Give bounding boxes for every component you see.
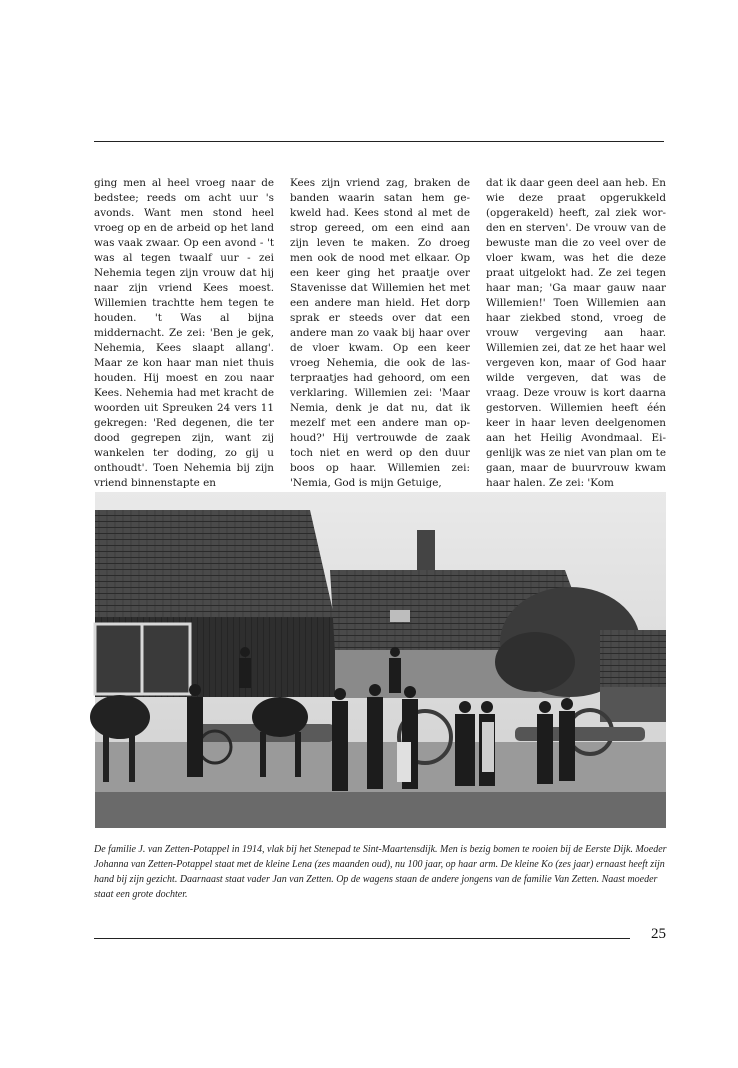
text-columns bbox=[94, 176, 666, 489]
page-number: 25 bbox=[651, 926, 666, 942]
historic-photograph bbox=[95, 492, 666, 828]
top-rule bbox=[94, 141, 664, 142]
text-column-2: Kees zijn vriend zag, braken de banden waarin satan hem gekweld had. Kees stond al met de strop gereed, om een eind aan zijn leven te maken. Zo droeg men ook de nood met elkaar. Op een keer ging het praatje over Stavenisse dat Willemien het met een andere man hield. Het dorp sprak er steeds over dat een andere man zo vaak bij haar over de vloer kwam. Op een keer vroeg Nehemia, die ook de lasterpraatjes had gehoord, om een verklaring. Willemien zei: 'Maar Nemia, denk je dat nu, dat ik mezelf met een andere man ophoud?' Hij vertrouwde de zaak toch niet en werd op den duur boos op haar. Willemien zei: 'Nemia, God is mijn Getuige, bbox=[290, 177, 470, 489]
text-column-1: ging men al heel vroeg naar de bedstee; reeds om acht uur 's avonds. Want men stond heel vroeg op en de arbeid op het land was vaak zwaar. Op een avond - 't was al tegen twaalf uur - zei Nehemia tegen zijn vrouw dat hij naar zijn vriend Kees moest. Willemien trachtte hem tegen te houden. 't Was al bijna middernacht. Ze zei: 'Ben je gek, Nehemia, Kees slaapt allang'. Maar ze kon haar man niet thuis houden. Hij moest en zou naar Kees. Nehemia had met kracht de woorden uit Spreuken 24 vers 11 gekregen: 'Red degenen, die ter dood gegrepen zijn, want zij wankelen ter doding, zo gij u onthoudt'. Toen Nehemia bij zijn vriend binnenstapte en bbox=[94, 177, 274, 489]
bottom-rule bbox=[94, 938, 630, 939]
photo-caption: De familie J. van Zetten-Potappel in 1914, vlak bij het Stenepad te Sint-Maartensdijk. Men is bezig bomen te rooien bij de Eerste Dijk. Moeder Johanna van Zetten-Potappel staat met de kleine Lena (zes maanden oud), nu 100 jaar, op haar arm. De kleine Ko (zes jaar) ernaast heeft zijn hand bij zijn gezicht. Daarnaast staat vader Jan van Zetten. Op de wagens staan de andere jongens van de familie Van Zetten. Naast moeder staat een grote dochter. bbox=[94, 844, 667, 900]
text-column-3: dat ik daar geen deel aan heb. En wie deze praat opgerukkeld (opgerakeld) heeft, zal ziek worden en sterven'. De vrouw van de bewuste man die zo veel over de vloer kwam, was het die deze praat uitgelokt had. Ze zei tegen haar man; 'Ga maar gauw naar Willemien!' Toen Willemien aan haar ziekbed stond, vroeg de vrouw vergeving aan haar. Willemien zei, dat ze het haar wel vergeven kon, maar of God haar wilde vergeven, dat was de vraag. Deze vrouw is kort daarna gestorven. Willemien heeft één keer in haar leven deelgenomen aan het Heilig Avondmaal. Eigenlijk was ze niet van plan om te gaan, maar de buurvrouw kwam haar halen. Ze zei: 'Kom bbox=[486, 177, 666, 489]
